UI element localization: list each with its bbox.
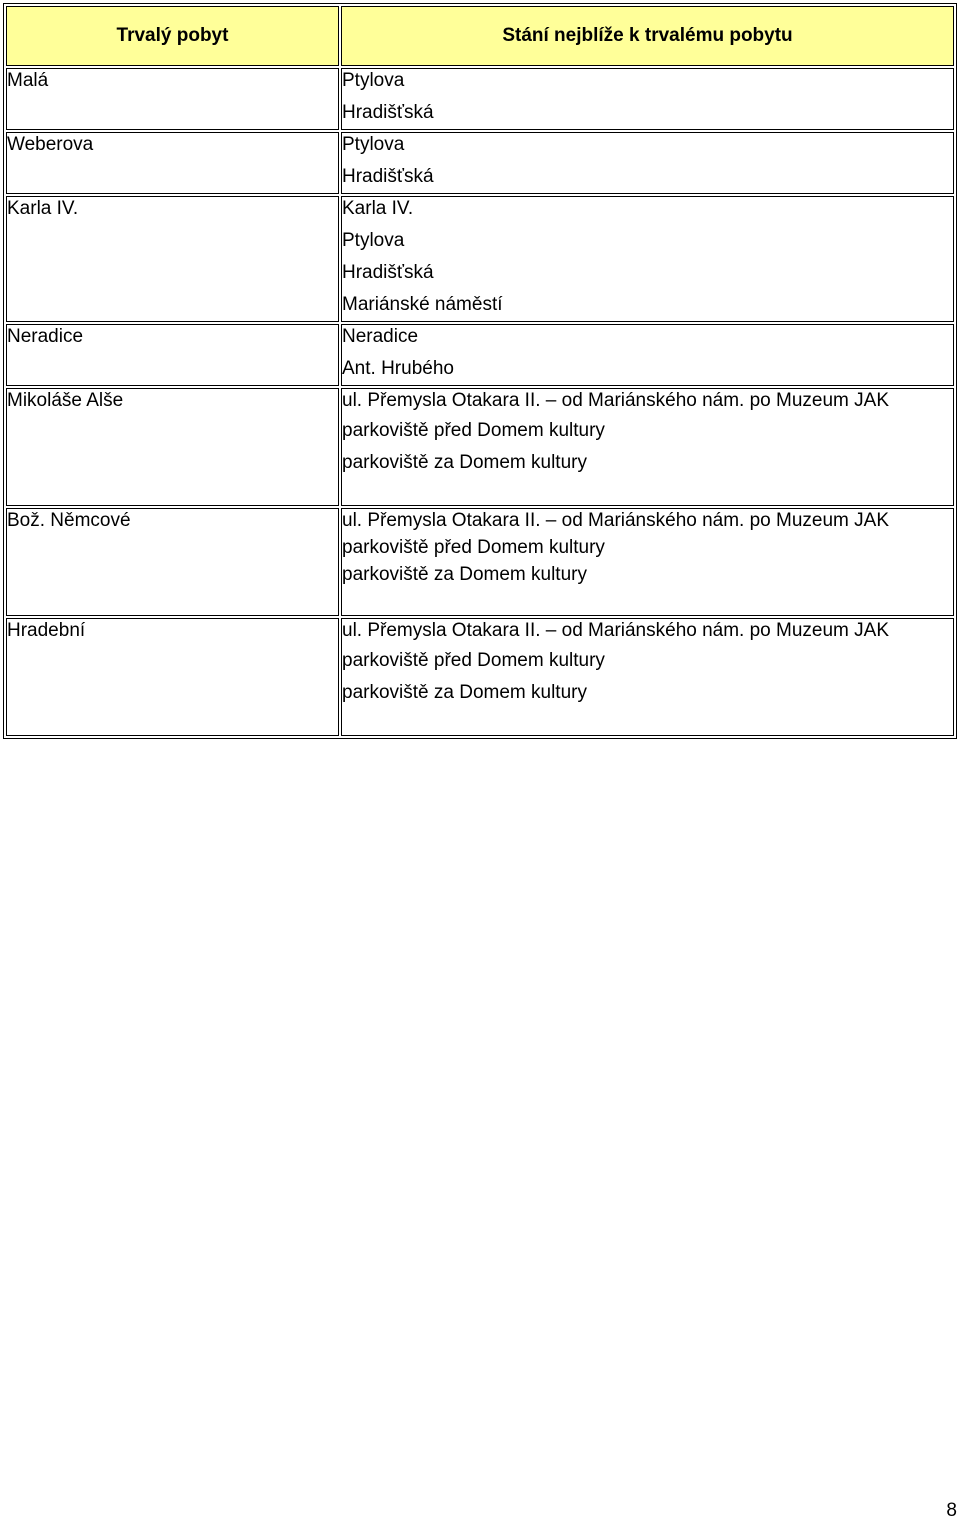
table-row bbox=[6, 196, 954, 322]
parking-cell bbox=[341, 196, 954, 322]
parking-cell bbox=[341, 324, 954, 386]
parking-cell bbox=[341, 68, 954, 130]
parking-location: ul. Přemysla Otakara II. – od Mariánského nám. po Muzeum JAK bbox=[342, 390, 890, 411]
parking-location: Ptylova bbox=[342, 70, 405, 91]
parking-location: Hradišťská bbox=[342, 262, 434, 283]
parking-location: Ant. Hrubého bbox=[342, 358, 454, 379]
table-row bbox=[6, 388, 954, 506]
parking-location: ul. Přemysla Otakara II. – od Mariánského nám. po Muzeum JAK bbox=[342, 620, 890, 641]
parking-location: parkoviště za Domem kultury bbox=[342, 452, 587, 473]
parking-location: Neradice bbox=[342, 326, 419, 347]
page-number: 8 bbox=[946, 1500, 957, 1521]
parking-location: parkoviště před Domem kultury bbox=[342, 420, 605, 441]
street-cell: Weberova bbox=[6, 132, 339, 194]
parking-location: Mariánské náměstí bbox=[342, 294, 503, 315]
parking-cell bbox=[341, 508, 954, 616]
parking-location: parkoviště před Domem kultury bbox=[342, 650, 605, 671]
header-permanent-residence: Trvalý pobyt bbox=[6, 6, 339, 66]
parking-location: Hradišťská bbox=[342, 166, 434, 187]
parking-location: parkoviště před Domem kultury bbox=[342, 537, 605, 558]
header-row bbox=[6, 6, 954, 66]
street-cell: Karla IV. bbox=[6, 196, 339, 322]
street-cell: Bož. Němcové bbox=[6, 508, 339, 616]
street-cell: Malá bbox=[6, 68, 339, 130]
street-cell: Mikoláše Alše bbox=[6, 388, 339, 506]
table-row bbox=[6, 68, 954, 130]
parking-table bbox=[3, 3, 957, 739]
parking-location: Hradišťská bbox=[342, 102, 434, 123]
parking-location: parkoviště za Domem kultury bbox=[342, 682, 587, 703]
street-cell: Neradice bbox=[6, 324, 339, 386]
parking-location: Karla IV. bbox=[342, 198, 414, 219]
parking-cell bbox=[341, 618, 954, 736]
parking-cell bbox=[341, 132, 954, 194]
table-row bbox=[6, 508, 954, 616]
table-row bbox=[6, 132, 954, 194]
table-row bbox=[6, 618, 954, 736]
table-row bbox=[6, 324, 954, 386]
parking-location: parkoviště za Domem kultury bbox=[342, 564, 587, 585]
street-cell: Hradební bbox=[6, 618, 339, 736]
header-nearest-parking: Stání nejblíže k trvalému pobytu bbox=[341, 6, 954, 66]
parking-location: Ptylova bbox=[342, 134, 405, 155]
parking-location: Ptylova bbox=[342, 230, 405, 251]
parking-cell bbox=[341, 388, 954, 506]
parking-location: ul. Přemysla Otakara II. – od Mariánského nám. po Muzeum JAK bbox=[342, 510, 890, 531]
